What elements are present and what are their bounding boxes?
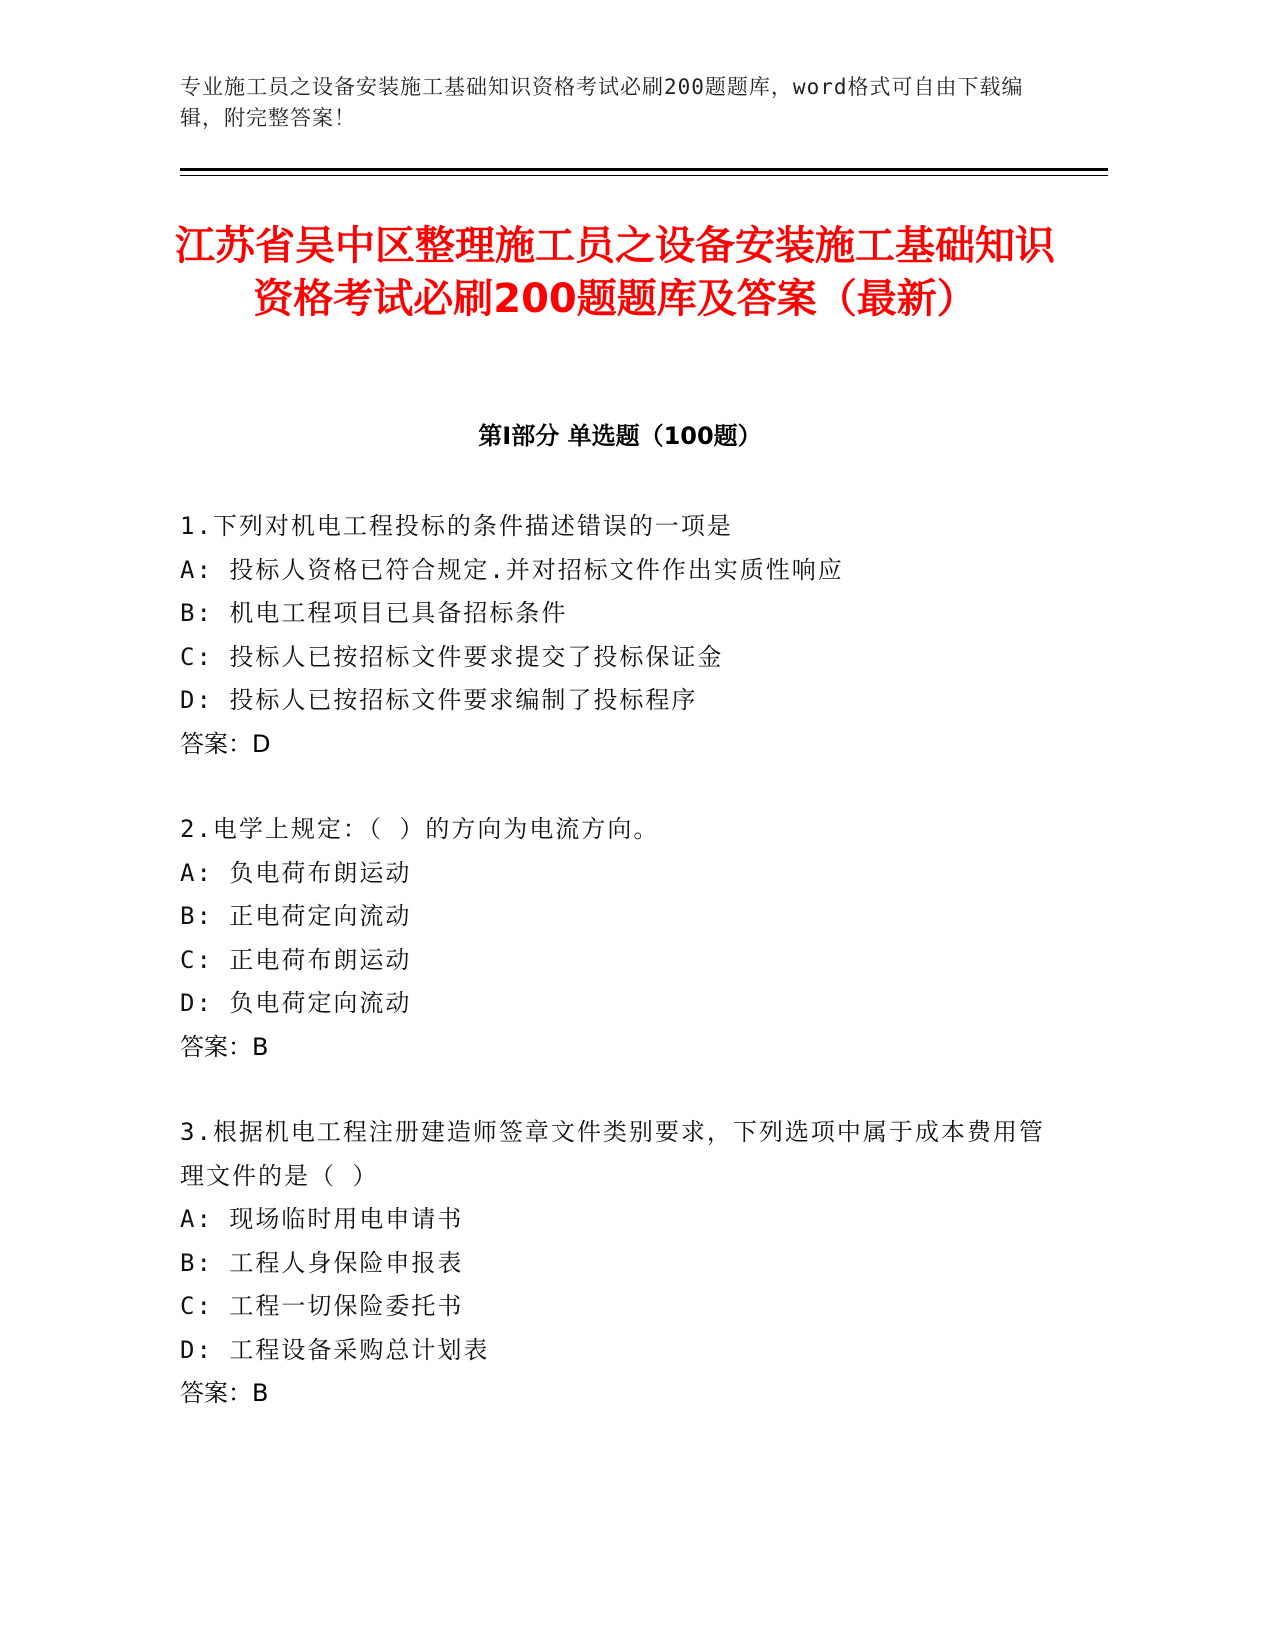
question-stem: 1.下列对机电工程投标的条件描述错误的一项是 <box>180 512 733 540</box>
question-stem: 2.电学上规定：（ ）的方向为电流方向。 <box>180 815 660 843</box>
option-b: B: 机电工程项目已具备招标条件 <box>180 599 568 627</box>
question-1 <box>180 505 1060 766</box>
option-a: A: 现场临时用电申请书 <box>180 1205 464 1233</box>
question-2 <box>180 808 1060 1069</box>
question-3 <box>180 1111 1060 1416</box>
option-d: D: 投标人已按招标文件要求编制了投标程序 <box>180 686 698 714</box>
section-title: 第I部分 单选题（100题） <box>478 422 762 450</box>
option-a: A: 负电荷布朗运动 <box>180 858 412 887</box>
option-c: C: 正电荷布朗运动 <box>180 945 412 974</box>
option-a: A: 投标人资格已符合规定.并对招标文件作出实质性响应 <box>180 555 844 584</box>
header-rule-thick <box>180 168 1108 171</box>
answer-label: 答案：D <box>180 729 271 758</box>
header-rule-thin <box>180 175 1108 176</box>
document-intro: 专业施工员之设备安装施工基础知识资格考试必刷200题题库，word格式可自由下载编辑，附完整答案！ <box>180 75 1024 130</box>
option-c: C: 投标人已按招标文件要求提交了投标保证金 <box>180 642 724 671</box>
answer-label: 答案：B <box>180 1032 269 1061</box>
answer-label: 答案：B <box>180 1379 269 1407</box>
option-b: B: 正电荷定向流动 <box>180 902 412 930</box>
question-list <box>180 505 1060 1458</box>
option-d: D: 负电荷定向流动 <box>180 989 412 1017</box>
option-b: B: 工程人身保险申报表 <box>180 1248 464 1277</box>
question-stem: 3.根据机电工程注册建造师签章文件类别要求，下列选项中属于成本费用管理文件的是（ ） <box>180 1118 1045 1190</box>
option-d: D: 工程设备采购总计划表 <box>180 1335 490 1364</box>
option-c: C: 工程一切保险委托书 <box>180 1292 464 1320</box>
document-title: 江苏省吴中区整理施工员之设备安装施工基础知识资格考试必刷200题题库及答案（最新） <box>175 223 1055 322</box>
